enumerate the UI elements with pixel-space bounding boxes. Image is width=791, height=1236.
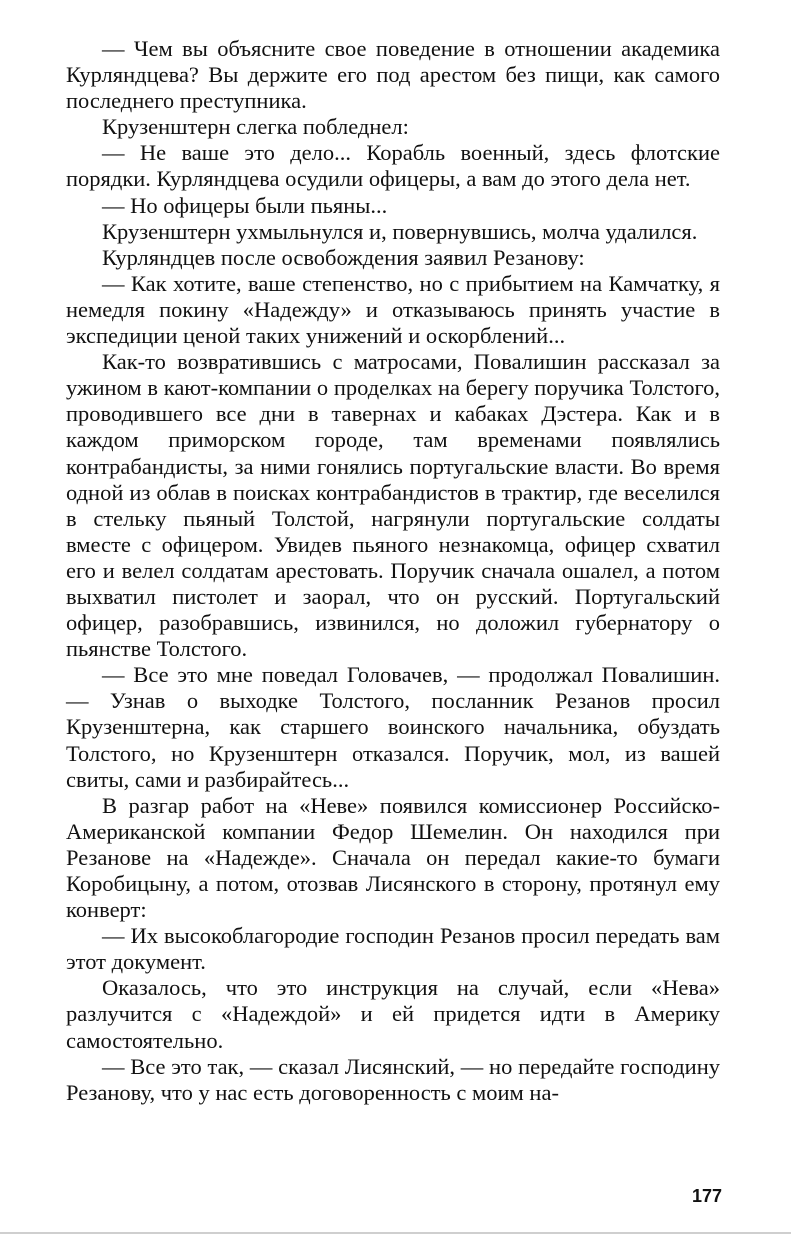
paragraph: — Все это так, — сказал Лисянский, — но передайте господину Резанову, что у нас есть договоренность с моим на- (66, 1053, 720, 1105)
paragraph: — Но офицеры были пьяны... (102, 192, 388, 218)
paragraph: Как-то возвратившись с матросами, Повалишин рассказал за ужином в кают-компании о проделках на берегу поручика Толстого, проводившего все дни в тавернах и кабаках Дэстера. Как и в каждом приморском городе, там временами появлялись контрабандисты, за ними гонялись португальские власти. Во время одной из облав в поисках контрабандистов в трактир, где веселился в стельку пьяный Толстой, нагрянули португальские солдаты вместе с офицером. Увидев пьяного незнакомца, офицер схватил его и велел солдатам арестовать. Поручик сначала ошалел, а потом выхватил пистолет и заорал, что он русский. Португальский офицер, разобравшись, извинился, но доложил губернатору о пьянстве Толстого. (66, 349, 720, 662)
paragraph: Крузенштерн слегка побледнел: (102, 114, 409, 140)
paragraph: — Не ваше это дело... Корабль военный, здесь флотские порядки. Курляндцева осудили офицеры, а вам до этого дела нет. (66, 140, 720, 192)
paragraph: — Все это мне поведал Головачев, — продолжал Повалишин. — Узнав о выходке Толстого, посланник Резанов просил Крузенштерна, как старшего воинского начальника, обуздать Толстого, но Крузенштерн отказался. Поручик, мол, из вашей свиты, сами и разбирайтесь... (66, 662, 720, 792)
paragraph: — Их высокоблагородие господин Резанов просил передать вам этот документ. (66, 923, 720, 975)
paragraph: Крузенштерн ухмыльнулся и, повернувшись, молча удалился. (102, 218, 698, 244)
page-bottom-edge (0, 1232, 791, 1234)
paragraph: Курляндцев после освобождения заявил Резанову: (102, 244, 585, 270)
book-page-body (66, 36, 720, 1106)
paragraph: В разгар работ на «Неве» появился комиссионер Российско-Американской компании Федор Шемелин. Он находился при Резанове на «Надежде». Сначала он передал какие-то бумаги Коробицыну, а потом, отозвав Лисянского в сторону, протянул ему конверт: (66, 792, 720, 923)
paragraph: Оказалось, что это инструкция на случай, если «Нева» разлучится с «Надеждой» и ей придется идти в Америку самостоятельно. (66, 975, 720, 1053)
page-number: 177 (691, 1186, 722, 1206)
paragraph: — Чем вы объясните свое поведение в отношении академика Курляндцева? Вы держите его под арестом без пищи, как самого последнего преступника. (66, 36, 720, 114)
paragraph: — Как хотите, ваше степенство, но с прибытием на Камчатку, я немедля покину «Надежду» и отказываюсь принять участие в экспедиции ценой таких унижений и оскорблений... (66, 270, 720, 349)
